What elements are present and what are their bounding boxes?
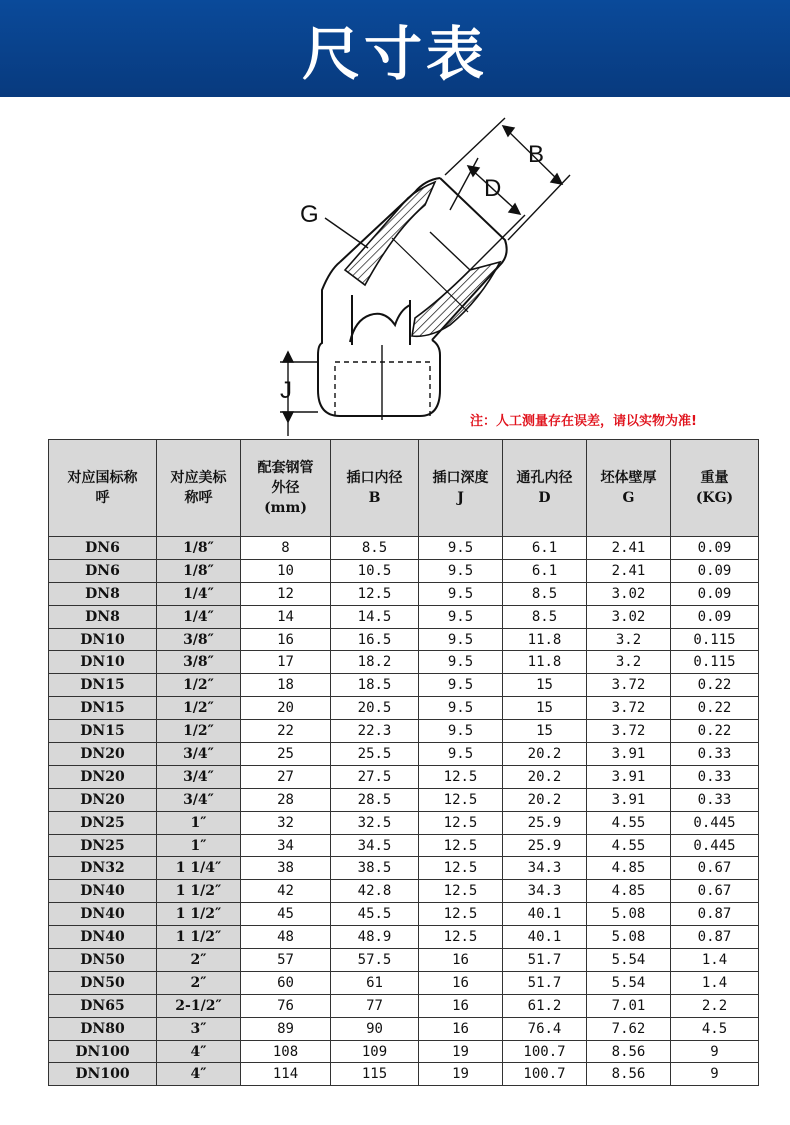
header-line: G [622, 490, 635, 506]
label-j: J [280, 377, 292, 404]
page-title: 尺寸表 [301, 19, 488, 88]
table-row [49, 1063, 759, 1086]
cell-pipe-od: 14 [241, 605, 331, 628]
cell-us-name: 1/8″ [157, 537, 241, 560]
cell-wall-thickness: 7.01 [587, 994, 671, 1017]
cell-gb-name: DN40 [49, 880, 157, 903]
cell-socket-depth: 9.5 [419, 628, 503, 651]
header-line: 呼 [95, 490, 110, 506]
table-row [49, 628, 759, 651]
dimension-table-wrap [48, 439, 759, 1086]
cell-pipe-od: 20 [241, 697, 331, 720]
cell-bore-id: 11.8 [503, 651, 587, 674]
cell-weight: 0.87 [671, 926, 759, 949]
table-row [49, 880, 759, 903]
cell-socket-depth: 9.5 [419, 674, 503, 697]
cell-weight: 0.445 [671, 834, 759, 857]
cell-pipe-od: 8 [241, 537, 331, 560]
cell-wall-thickness: 3.72 [587, 697, 671, 720]
cell-socket-depth: 9.5 [419, 559, 503, 582]
cell-bore-id: 15 [503, 697, 587, 720]
cell-us-name: 4″ [157, 1063, 241, 1086]
title-banner [0, 0, 790, 97]
header-line: 插口内径 [346, 470, 403, 486]
cell-gb-name: DN10 [49, 651, 157, 674]
cell-wall-thickness: 3.91 [587, 743, 671, 766]
cell-us-name: 2-1/2″ [157, 994, 241, 1017]
cell-bore-id: 6.1 [503, 559, 587, 582]
cell-us-name: 1 1/2″ [157, 926, 241, 949]
cell-weight: 0.87 [671, 903, 759, 926]
cell-wall-thickness: 3.2 [587, 628, 671, 651]
cell-pipe-od: 28 [241, 788, 331, 811]
cell-bore-id: 6.1 [503, 537, 587, 560]
cell-weight: 0.33 [671, 788, 759, 811]
cell-socket-id: 90 [331, 1017, 419, 1040]
cell-socket-id: 27.5 [331, 765, 419, 788]
table-row [49, 651, 759, 674]
cell-pipe-od: 57 [241, 949, 331, 972]
header-line: 外径 [271, 480, 300, 496]
cell-bore-id: 25.9 [503, 811, 587, 834]
cell-gb-name: DN15 [49, 674, 157, 697]
cell-gb-name: DN20 [49, 788, 157, 811]
cell-us-name: 2″ [157, 971, 241, 994]
table-header-row [49, 440, 759, 537]
cell-socket-id: 57.5 [331, 949, 419, 972]
cell-bore-id: 20.2 [503, 743, 587, 766]
cell-socket-depth: 12.5 [419, 903, 503, 926]
cell-wall-thickness: 3.91 [587, 788, 671, 811]
cell-pipe-od: 25 [241, 743, 331, 766]
cell-weight: 9 [671, 1063, 759, 1086]
table-row [49, 1040, 759, 1063]
cell-us-name: 1″ [157, 834, 241, 857]
cell-us-name: 1/2″ [157, 697, 241, 720]
cell-socket-depth: 16 [419, 971, 503, 994]
cell-us-name: 1 1/2″ [157, 880, 241, 903]
cell-pipe-od: 89 [241, 1017, 331, 1040]
cell-bore-id: 8.5 [503, 605, 587, 628]
cell-bore-id: 25.9 [503, 834, 587, 857]
table-row [49, 559, 759, 582]
cell-bore-id: 34.3 [503, 880, 587, 903]
cell-socket-depth: 16 [419, 949, 503, 972]
table-row [49, 788, 759, 811]
cell-gb-name: DN100 [49, 1040, 157, 1063]
cell-weight: 1.4 [671, 971, 759, 994]
cell-gb-name: DN50 [49, 971, 157, 994]
cell-us-name: 1/4″ [157, 582, 241, 605]
table-row [49, 857, 759, 880]
cell-socket-id: 10.5 [331, 559, 419, 582]
cell-gb-name: DN50 [49, 949, 157, 972]
cell-weight: 0.115 [671, 651, 759, 674]
cell-socket-depth: 12.5 [419, 834, 503, 857]
cell-gb-name: DN32 [49, 857, 157, 880]
cell-gb-name: DN8 [49, 605, 157, 628]
cell-socket-depth: 16 [419, 994, 503, 1017]
cell-socket-id: 14.5 [331, 605, 419, 628]
cell-pipe-od: 32 [241, 811, 331, 834]
cell-gb-name: DN10 [49, 628, 157, 651]
cell-gb-name: DN20 [49, 743, 157, 766]
cell-socket-depth: 12.5 [419, 857, 503, 880]
cell-us-name: 3/8″ [157, 628, 241, 651]
cell-us-name: 1 1/4″ [157, 857, 241, 880]
cell-wall-thickness: 3.2 [587, 651, 671, 674]
cell-wall-thickness: 7.62 [587, 1017, 671, 1040]
table-row [49, 949, 759, 972]
header-socket-id [331, 440, 419, 537]
cell-pipe-od: 45 [241, 903, 331, 926]
cell-socket-depth: 9.5 [419, 537, 503, 560]
cell-wall-thickness: 5.08 [587, 903, 671, 926]
cell-pipe-od: 42 [241, 880, 331, 903]
label-d: D [484, 175, 502, 202]
cell-socket-id: 61 [331, 971, 419, 994]
cell-weight: 0.22 [671, 674, 759, 697]
header-line: (mm) [264, 500, 307, 516]
cell-bore-id: 40.1 [503, 903, 587, 926]
cell-weight: 0.22 [671, 697, 759, 720]
table-row [49, 674, 759, 697]
header-line: 插口深度 [432, 470, 489, 486]
cell-gb-name: DN15 [49, 697, 157, 720]
cell-socket-depth: 9.5 [419, 605, 503, 628]
cell-socket-id: 8.5 [331, 537, 419, 560]
cell-pipe-od: 34 [241, 834, 331, 857]
cell-wall-thickness: 3.02 [587, 582, 671, 605]
header-gb-name [49, 440, 157, 537]
header-line: 通孔内径 [516, 470, 573, 486]
header-line: 称呼 [184, 490, 213, 506]
cell-wall-thickness: 3.72 [587, 674, 671, 697]
cell-socket-id: 115 [331, 1063, 419, 1086]
cell-gb-name: DN40 [49, 926, 157, 949]
cell-wall-thickness: 4.85 [587, 857, 671, 880]
header-line: B [368, 490, 381, 506]
cell-us-name: 3/4″ [157, 743, 241, 766]
cell-socket-depth: 12.5 [419, 880, 503, 903]
cell-us-name: 1 1/2″ [157, 903, 241, 926]
header-line: 对应美标 [170, 470, 227, 486]
cell-gb-name: DN25 [49, 834, 157, 857]
table-row [49, 1017, 759, 1040]
cell-gb-name: DN80 [49, 1017, 157, 1040]
cell-weight: 0.445 [671, 811, 759, 834]
cell-pipe-od: 16 [241, 628, 331, 651]
cell-us-name: 3/8″ [157, 651, 241, 674]
cell-pipe-od: 76 [241, 994, 331, 1017]
cell-bore-id: 15 [503, 720, 587, 743]
cell-us-name: 2″ [157, 949, 241, 972]
cell-us-name: 1/8″ [157, 559, 241, 582]
cell-pipe-od: 48 [241, 926, 331, 949]
header-pipe-od [241, 440, 331, 537]
cell-wall-thickness: 3.02 [587, 605, 671, 628]
cell-weight: 0.22 [671, 720, 759, 743]
cell-wall-thickness: 3.72 [587, 720, 671, 743]
header-weight [671, 440, 759, 537]
cell-us-name: 3″ [157, 1017, 241, 1040]
cell-weight: 0.09 [671, 582, 759, 605]
cell-socket-depth: 12.5 [419, 926, 503, 949]
cell-weight: 2.2 [671, 994, 759, 1017]
cell-us-name: 1″ [157, 811, 241, 834]
cell-wall-thickness: 4.55 [587, 834, 671, 857]
table-row [49, 811, 759, 834]
cell-weight: 0.67 [671, 857, 759, 880]
cell-us-name: 4″ [157, 1040, 241, 1063]
cell-wall-thickness: 2.41 [587, 559, 671, 582]
cell-pipe-od: 17 [241, 651, 331, 674]
cell-us-name: 1/2″ [157, 674, 241, 697]
cell-bore-id: 76.4 [503, 1017, 587, 1040]
header-wall-thickness [587, 440, 671, 537]
cell-wall-thickness: 4.85 [587, 880, 671, 903]
cell-wall-thickness: 5.54 [587, 971, 671, 994]
header-line: 坯体壁厚 [600, 470, 657, 486]
cell-socket-id: 34.5 [331, 834, 419, 857]
cell-socket-depth: 16 [419, 1017, 503, 1040]
cell-bore-id: 34.3 [503, 857, 587, 880]
cell-bore-id: 8.5 [503, 582, 587, 605]
cell-pipe-od: 114 [241, 1063, 331, 1086]
table-row [49, 765, 759, 788]
cell-bore-id: 51.7 [503, 971, 587, 994]
cell-socket-id: 20.5 [331, 697, 419, 720]
cell-socket-id: 18.2 [331, 651, 419, 674]
cell-socket-id: 109 [331, 1040, 419, 1063]
cell-socket-id: 38.5 [331, 857, 419, 880]
cell-gb-name: DN6 [49, 537, 157, 560]
cell-socket-id: 28.5 [331, 788, 419, 811]
table-row [49, 834, 759, 857]
cell-weight: 9 [671, 1040, 759, 1063]
cell-weight: 0.09 [671, 537, 759, 560]
cell-gb-name: DN20 [49, 765, 157, 788]
cell-weight: 0.09 [671, 605, 759, 628]
cell-bore-id: 40.1 [503, 926, 587, 949]
cell-wall-thickness: 8.56 [587, 1040, 671, 1063]
cell-pipe-od: 38 [241, 857, 331, 880]
cell-weight: 0.67 [671, 880, 759, 903]
cell-gb-name: DN65 [49, 994, 157, 1017]
cell-gb-name: DN8 [49, 582, 157, 605]
table-row [49, 994, 759, 1017]
cell-weight: 0.33 [671, 765, 759, 788]
cell-wall-thickness: 5.54 [587, 949, 671, 972]
cell-socket-depth: 9.5 [419, 697, 503, 720]
cell-weight: 0.115 [671, 628, 759, 651]
cell-weight: 4.5 [671, 1017, 759, 1040]
table-row [49, 971, 759, 994]
measurement-note: 注：人工测量存在误差，请以实物为准! [470, 414, 697, 429]
table-row [49, 926, 759, 949]
table-row [49, 903, 759, 926]
cell-socket-depth: 19 [419, 1040, 503, 1063]
table-row [49, 605, 759, 628]
cell-socket-id: 18.5 [331, 674, 419, 697]
cell-socket-id: 48.9 [331, 926, 419, 949]
cell-socket-depth: 9.5 [419, 743, 503, 766]
header-line: 对应国标称 [67, 470, 138, 486]
cell-bore-id: 20.2 [503, 765, 587, 788]
cell-gb-name: DN15 [49, 720, 157, 743]
cell-socket-depth: 9.5 [419, 582, 503, 605]
cell-pipe-od: 10 [241, 559, 331, 582]
cell-weight: 0.09 [671, 559, 759, 582]
cell-bore-id: 100.7 [503, 1040, 587, 1063]
header-line: 配套钢管 [257, 460, 314, 476]
cell-pipe-od: 22 [241, 720, 331, 743]
cell-socket-id: 25.5 [331, 743, 419, 766]
table-row [49, 720, 759, 743]
cell-socket-id: 77 [331, 994, 419, 1017]
table-row [49, 743, 759, 766]
cell-wall-thickness: 3.91 [587, 765, 671, 788]
cell-us-name: 3/4″ [157, 765, 241, 788]
cell-gb-name: DN100 [49, 1063, 157, 1086]
cell-wall-thickness: 4.55 [587, 811, 671, 834]
header-line: 重量 [700, 470, 729, 486]
cell-wall-thickness: 5.08 [587, 926, 671, 949]
cell-bore-id: 61.2 [503, 994, 587, 1017]
label-b: B [528, 141, 545, 168]
cell-socket-depth: 19 [419, 1063, 503, 1086]
header-line: J [457, 490, 464, 506]
cell-socket-depth: 9.5 [419, 720, 503, 743]
cell-pipe-od: 60 [241, 971, 331, 994]
header-bore-id [503, 440, 587, 537]
cell-weight: 0.33 [671, 743, 759, 766]
cell-pipe-od: 27 [241, 765, 331, 788]
cell-gb-name: DN6 [49, 559, 157, 582]
table-body [49, 537, 759, 1086]
table-row [49, 582, 759, 605]
elbow-fitting-diagram [270, 108, 590, 438]
header-line: D [538, 490, 551, 506]
header-us-name [157, 440, 241, 537]
cell-wall-thickness: 8.56 [587, 1063, 671, 1086]
cell-socket-id: 16.5 [331, 628, 419, 651]
cell-socket-id: 32.5 [331, 811, 419, 834]
cell-socket-id: 12.5 [331, 582, 419, 605]
cell-pipe-od: 18 [241, 674, 331, 697]
cell-socket-id: 45.5 [331, 903, 419, 926]
label-g: G [300, 201, 319, 228]
header-line: (KG) [695, 490, 734, 506]
cell-socket-id: 22.3 [331, 720, 419, 743]
table-row [49, 697, 759, 720]
table-row [49, 537, 759, 560]
cell-wall-thickness: 2.41 [587, 537, 671, 560]
cell-us-name: 3/4″ [157, 788, 241, 811]
cell-bore-id: 51.7 [503, 949, 587, 972]
cell-bore-id: 100.7 [503, 1063, 587, 1086]
cell-socket-depth: 12.5 [419, 788, 503, 811]
cell-pipe-od: 108 [241, 1040, 331, 1063]
cell-bore-id: 11.8 [503, 628, 587, 651]
cell-socket-depth: 9.5 [419, 651, 503, 674]
dimension-table [48, 439, 759, 1086]
cell-bore-id: 15 [503, 674, 587, 697]
cell-bore-id: 20.2 [503, 788, 587, 811]
cell-us-name: 1/2″ [157, 720, 241, 743]
cell-socket-id: 42.8 [331, 880, 419, 903]
cell-gb-name: DN40 [49, 903, 157, 926]
cell-us-name: 1/4″ [157, 605, 241, 628]
cell-socket-depth: 12.5 [419, 765, 503, 788]
header-socket-depth [419, 440, 503, 537]
cell-gb-name: DN25 [49, 811, 157, 834]
cell-pipe-od: 12 [241, 582, 331, 605]
cell-weight: 1.4 [671, 949, 759, 972]
cell-socket-depth: 12.5 [419, 811, 503, 834]
